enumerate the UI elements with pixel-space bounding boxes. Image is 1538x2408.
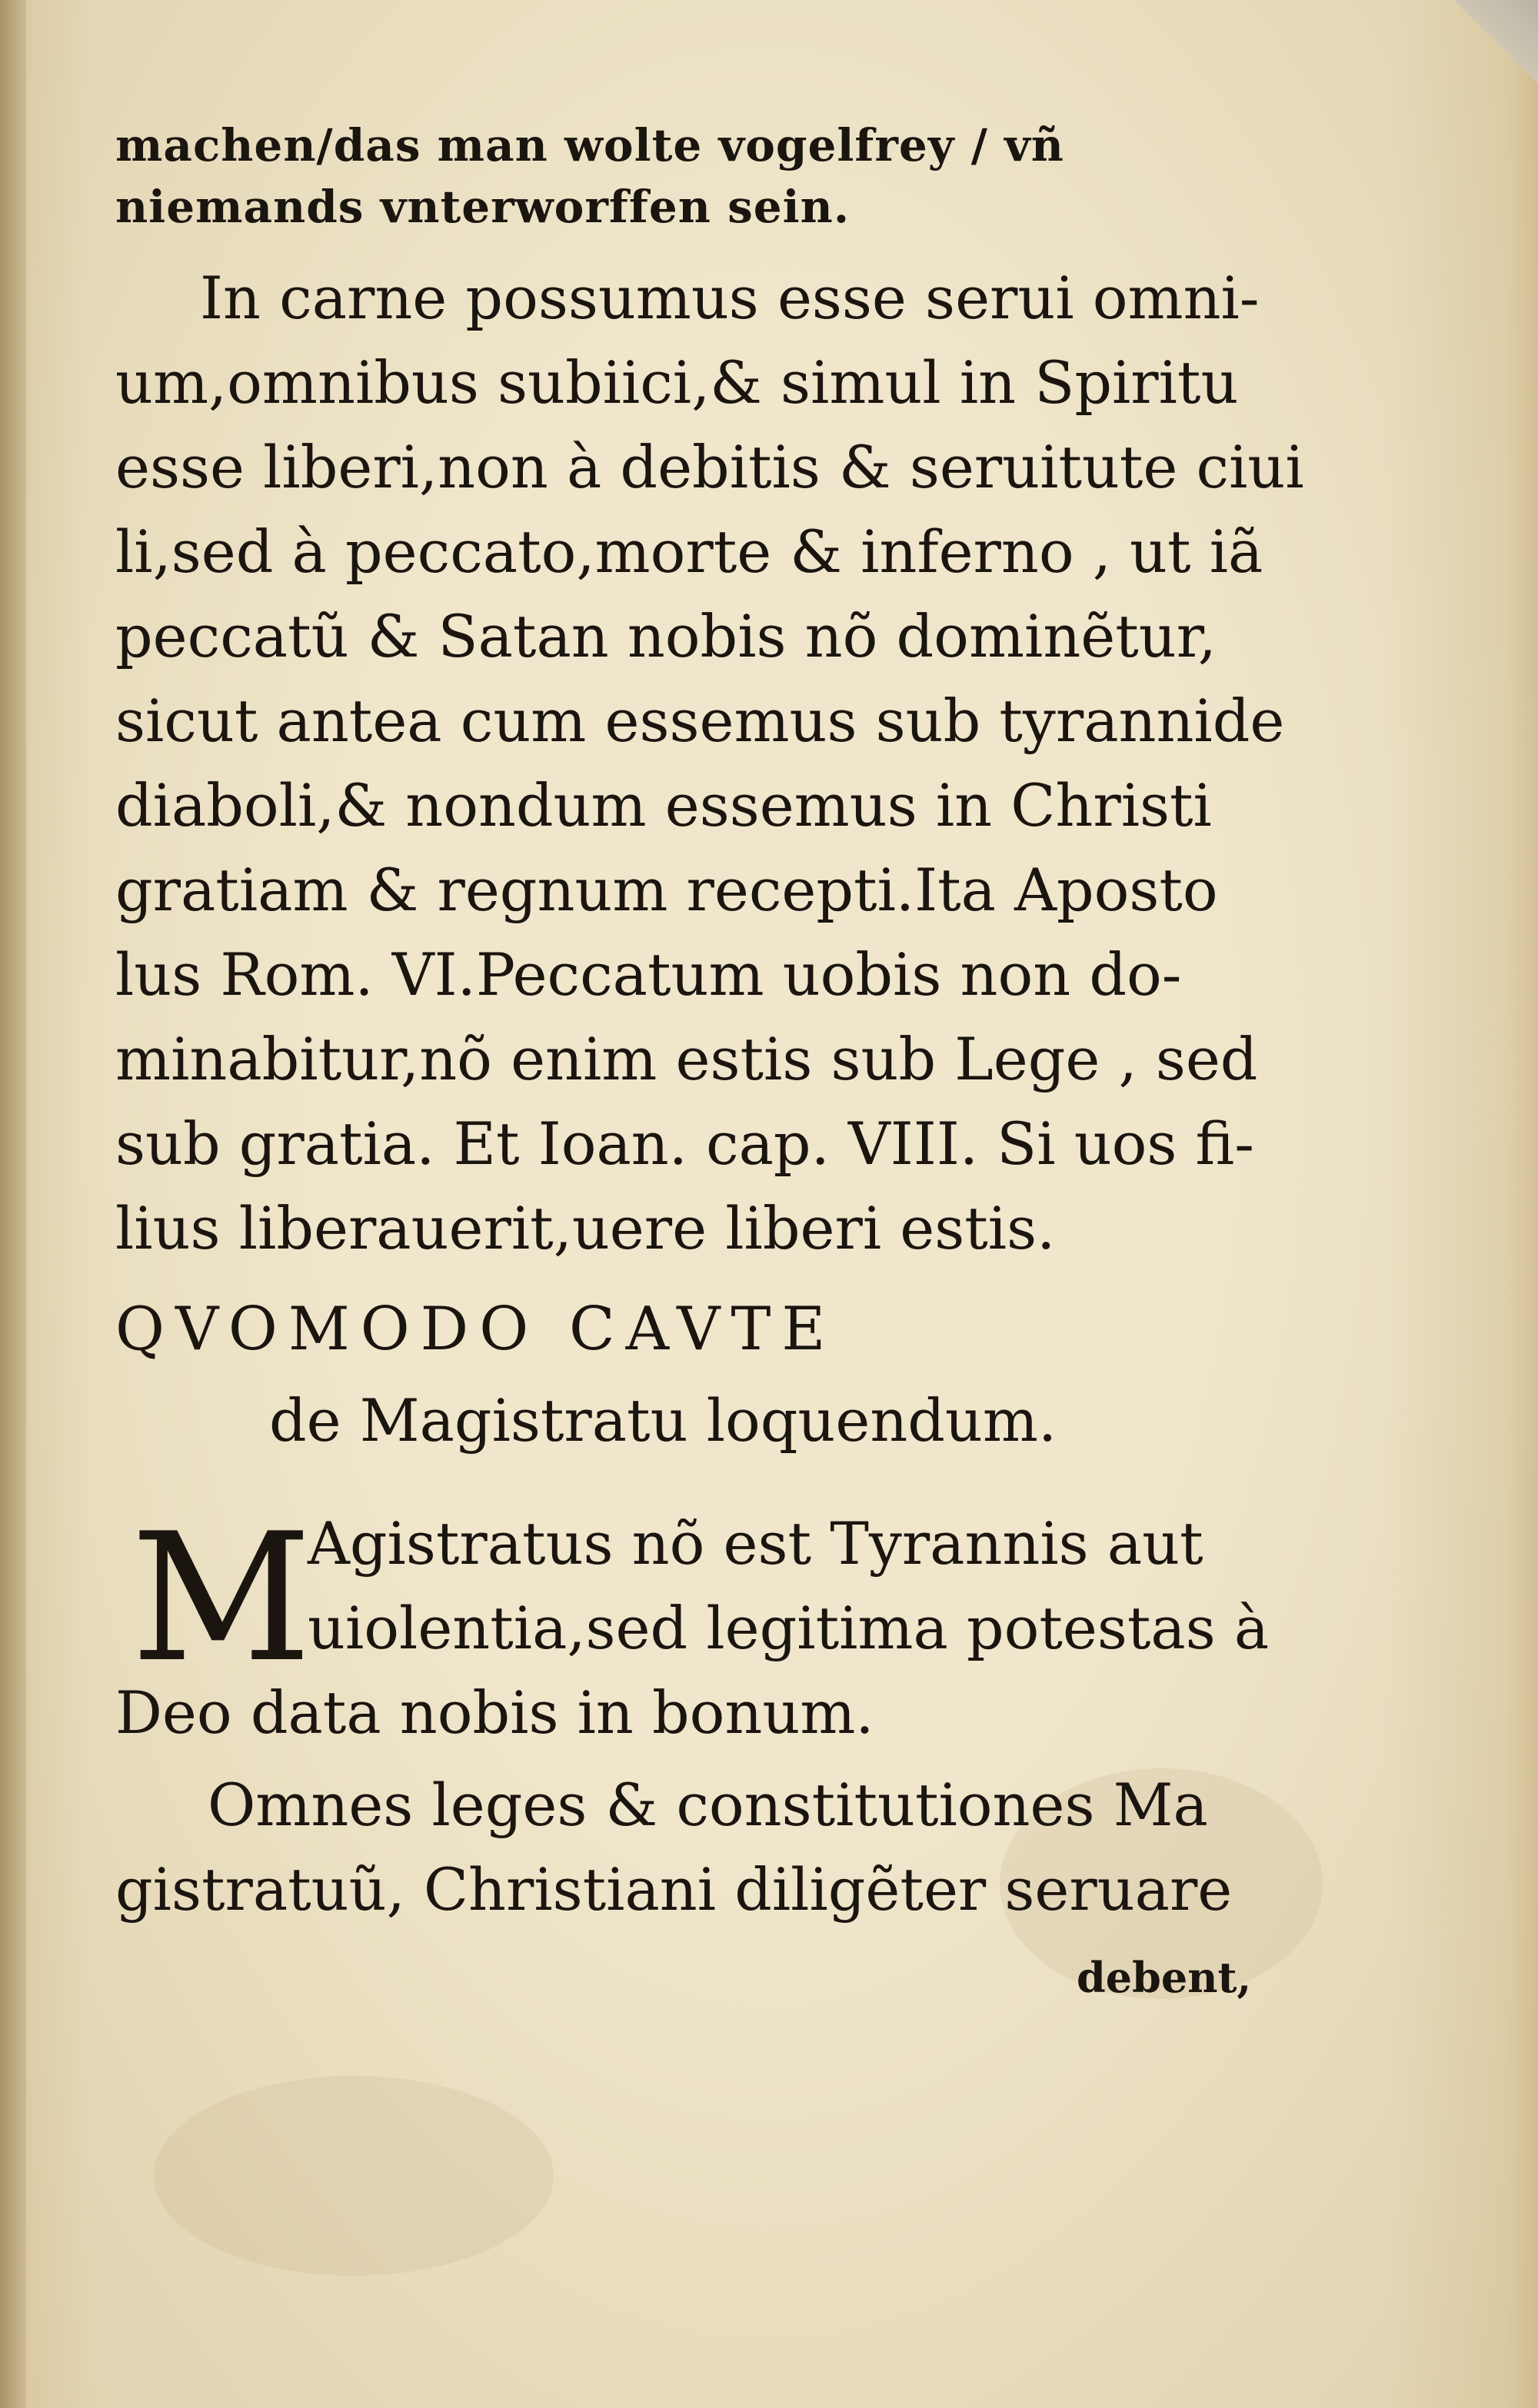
section-subheading: de Magistratu loquendum. <box>269 1386 1057 1455</box>
text-line: niemands vnterworffen sein. <box>115 181 851 233</box>
folded-corner <box>1446 0 1538 92</box>
drop-cap-initial: M <box>131 1496 312 1701</box>
text-line: li,sed à peccato,morte & inferno , ut iã <box>115 517 1263 586</box>
text-line: gistratuũ, Christiani diligẽter seruare <box>115 1855 1233 1924</box>
text-line: In carne possumus esse serui omni- <box>200 264 1260 332</box>
text-line: esse liberi,non à debitis & seruitute ciui <box>115 433 1304 501</box>
text-line: minabitur,nõ enim estis sub Lege , sed <box>115 1025 1258 1093</box>
text-line: peccatũ & Satan nobis nõ dominẽtur, <box>115 602 1217 670</box>
paper-stain <box>154 2076 554 2276</box>
text-line: Agistratus nõ est Tyrannis aut <box>308 1509 1203 1578</box>
text-line: uiolentia,sed legitima potestas à <box>308 1594 1270 1662</box>
text-line: gratiam & regnum recepti.Ita Aposto <box>115 856 1218 924</box>
section-heading: QVOMODO CAVTE <box>115 1295 837 1364</box>
text-line: lius liberauerit,uere liberi estis. <box>115 1194 1056 1262</box>
text-line: diaboli,& nondum essemus in Christi <box>115 771 1212 840</box>
text-line: Omnes leges & constitutiones Ma <box>208 1771 1208 1839</box>
catchword: debent, <box>1077 1953 1252 2002</box>
text-line: Deo data nobis in bonum. <box>115 1678 874 1747</box>
text-line: lus Rom. VI.Peccatum uobis non do- <box>115 940 1182 1009</box>
text-line: um,omnibus subiici,& simul in Spiritu <box>115 348 1239 417</box>
page-spine-shadow <box>0 0 26 2408</box>
text-line: machen/das man wolte vogelfrey / vñ <box>115 119 1064 171</box>
text-line: sub gratia. Et Ioan. cap. VIII. Si uos fi- <box>115 1109 1254 1178</box>
text-line: sicut antea cum essemus sub tyrannide <box>115 687 1285 755</box>
